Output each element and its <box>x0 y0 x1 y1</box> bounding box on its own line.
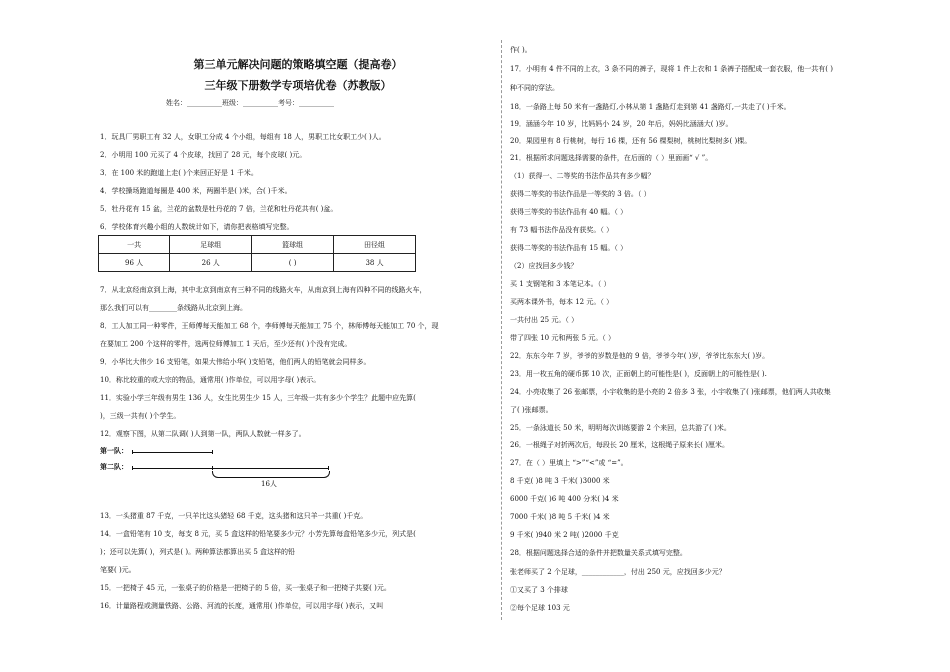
compare-row: 8 千克( )8 吨 3 千米( )3000 米 <box>510 477 610 485</box>
table-header: 篮球组 <box>252 236 334 254</box>
question-1: 1．玩具厂男职工有 32 人，女职工分成 4 个小组，每组有 18 人，男职工比女职工少( )人。 <box>100 133 386 141</box>
question-14-line-2: )；还可以先算( )，列式是( )。两种算法都算出买 5 盒这样的铅 <box>100 548 296 556</box>
question-7-line-1: 7．从北京经南京到上海，其中北京到南京有三种不同的线路火车，从南京到上海有四种不同的线路火车， <box>100 286 427 294</box>
team2-bar <box>132 468 328 469</box>
question-20: 20．果园里有 8 行桃树，每行 16 棵，还有 56 棵梨树，桃树比梨树多( )棵。 <box>510 137 752 145</box>
question-17-line-2: 种不同的穿法。 <box>510 84 559 92</box>
team2-bar-start-tick <box>132 466 133 470</box>
question-21-part-1: （1）获得一、二等奖的书法作品共有多少幅？ <box>510 172 655 180</box>
condition-item: 获得二等奖的书法作品有 15 幅。（ ） <box>510 244 628 252</box>
table-cell[interactable]: ( ) <box>252 254 334 272</box>
page-title: 第三单元解决问题的策略填空题（提高卷） <box>193 58 403 71</box>
team2-bar-end-tick <box>328 466 329 470</box>
question-25: 25．一条泳道长 50 米，明明每次训练要游 2 个来回，总共游了( )米。 <box>510 424 731 432</box>
question-27: 27．在（ ）里填上 “>”“<”或 “=”。 <box>510 459 628 467</box>
table-cell: 38 人 <box>334 254 416 272</box>
option-2: ②每个足球 103 元 <box>510 604 570 612</box>
question-5: 5．牡丹花有 15 盆，兰花的盆数是牡丹花的 7 倍，兰花和牡丹花共有( )盆。 <box>100 205 338 213</box>
question-21-part-2: （2）应找回多少钱？ <box>510 262 578 270</box>
difference-brace <box>212 471 330 478</box>
condition-item: 一共付出 25 元。（ ） <box>510 316 579 324</box>
question-3: 3．在 100 米的跑道上走( )个来回正好是 1 千米。 <box>100 169 258 177</box>
question-24-line-2: 了( )张邮票。 <box>510 406 553 414</box>
table-row <box>99 236 416 254</box>
condition-item: 买两本课外书，每本 12 元。（ ） <box>510 298 614 306</box>
question-14-line-1: 14．一盒铅笔有 10 支，每支 8 元，买 5 盒这样的铅笔要多少元？小芳先算每盒铅笔多少元，列式是( <box>100 530 416 538</box>
question-17-line-1: 17．小明有 4 件不同的上衣，3 条不同的裤子，现将 1 件上衣和 1 条裤子搭配成一套衣服，他一共有( ) <box>510 65 833 73</box>
compare-row: 6000 千克( )6 吨 400 分米( )4 米 <box>510 495 619 503</box>
condition-item: 有 73 幅书法作品没有获奖。（ ） <box>510 226 614 234</box>
table-header: 田径组 <box>334 236 416 254</box>
question-8-line-1: 8．工人加工同一种零件，王师傅每天能加工 68 个，李师傅每天能加工 75 个，林师傅每天能加工 70 个，现 <box>100 322 439 330</box>
question-16-continued: 作( )。 <box>510 46 532 54</box>
team2-label: 第二队： <box>100 462 128 471</box>
condition-item: 获得三等奖的书法作品有 40 幅。（ ） <box>510 208 628 216</box>
compare-row: 9 千米( )940 米 2 吨( )2000 千克 <box>510 531 619 539</box>
question-14-line-3: 笔要( )元。 <box>100 566 136 574</box>
table-cell: 96 人 <box>99 254 170 272</box>
group-stats-table <box>98 235 416 272</box>
question-11-line-1: 11．实验小学三年级有男生 136 人，女生比男生少 15 人，三年级一共有多少个学生？此题中应先算( <box>100 394 416 402</box>
question-11-line-2: )，三级一共有( )个学生。 <box>100 412 181 420</box>
column-divider <box>501 40 502 620</box>
question-21: 21．根据所求问题选择需要的条件，在后面的（ ）里面画“ √ ”。 <box>510 154 713 162</box>
question-10: 10．称比较重的或大宗的物品，通常用( )作单位，可以用字母( )表示。 <box>100 376 321 384</box>
question-23: 23．用一枚五角的硬币掷 10 次，正面朝上的可能性是( )，反面朝上的可能性是( ). <box>510 370 767 378</box>
question-4: 4．学校操场跑道每圈是 400 米，两圈半是( )米，合( )千米。 <box>100 187 292 195</box>
table-header: 足球组 <box>170 236 252 254</box>
student-info-line: 姓名：__________班级：__________考号：__________ <box>166 99 334 107</box>
question-22: 22．东东今年 7 岁，爷爷的岁数是他的 9 倍，爷爷今年( )岁，爷爷比东东大( )岁。 <box>510 352 770 360</box>
question-19: 19．涵涵今年 10 岁，比妈妈小 24 岁，20 年后，妈妈比涵涵大( )岁。 <box>510 120 733 128</box>
question-26: 26．一根绳子对折两次后，每段长 20 厘米，这根绳子原来长( )厘米。 <box>510 441 729 449</box>
question-18: 18．一条路上每 50 米有一盏路灯,小林从第 1 盏路灯走到第 41 盏路灯,一共走了( )千米。 <box>510 103 791 111</box>
condition-item: 获得二等奖的书法作品是一等奖的 3 倍。（ ） <box>510 190 651 198</box>
question-12: 12．观察下图，从第二队调( )人到第一队，两队人数就一样多了。 <box>100 430 306 438</box>
compare-row: 7000 千米( )8 吨 5 千米( )4 米 <box>510 513 610 521</box>
question-13: 13．一头猪重 87 千克，一只羊比这头猪轻 68 千克，这头猪和这只羊一共重( )千克。 <box>100 512 368 520</box>
table-cell: 26 人 <box>170 254 252 272</box>
table-row <box>99 254 416 272</box>
page-subtitle: 三年级下册数学专项培优卷（苏教版） <box>204 79 392 92</box>
difference-label: 16人 <box>261 480 277 488</box>
condition-item: 买 1 支钢笔和 3 本笔记本。（ ） <box>510 280 611 288</box>
question-28: 28．根据问题选择合适的条件并把数量关系式填写完整。 <box>510 549 687 557</box>
question-8-line-2: 在要加工 200 个这样的零件，选两位师傅加工 1 天后，至少还有( )个没有完成。 <box>100 340 352 348</box>
question-16: 16．计量路程或测量铁路、公路、河流的长度，通常用( )作单位，可以用字母( )表示，又叫 <box>100 602 384 610</box>
question-28-problem: 张老师买了 2 个足球，____________，付出 250 元，应找回多少元？ <box>510 568 726 576</box>
team1-bar <box>132 452 212 453</box>
question-2: 2．小明用 100 元买了 4 个皮球，找回了 28 元，每个皮球( )元。 <box>100 151 307 159</box>
question-9: 9．小华比大伟少 16 支铅笔，如果大伟给小华( )支铅笔，他们两人的铅笔就会同样多。 <box>100 358 371 366</box>
option-1: ①又买了 3 个排球 <box>510 586 568 594</box>
team1-label: 第一队： <box>100 446 128 455</box>
table-header: 一共 <box>99 236 170 254</box>
question-7-line-2: 那么我们可以有________条线路从北京到上海。 <box>100 304 247 312</box>
team1-bar-end-tick <box>212 450 213 454</box>
question-24-line-1: 24．小亮收集了 26 张邮票，小宇收集的是小亮的 2 倍多 3 张，小宇收集了( )张邮票，他们两人共收集 <box>510 388 831 396</box>
team1-bar-start-tick <box>132 450 133 454</box>
question-6: 6．学校体育兴趣小组的人数统计如下，请你把表格填写完整。 <box>100 223 294 231</box>
condition-item: 带了四张 10 元和两张 5 元。（ ） <box>510 334 615 342</box>
question-15: 15．一把椅子 45 元，一张桌子的价格是一把椅子的 5 倍，买一张桌子和一把椅子共要( )元。 <box>100 584 391 592</box>
team2-bar-mid-tick <box>212 466 213 470</box>
